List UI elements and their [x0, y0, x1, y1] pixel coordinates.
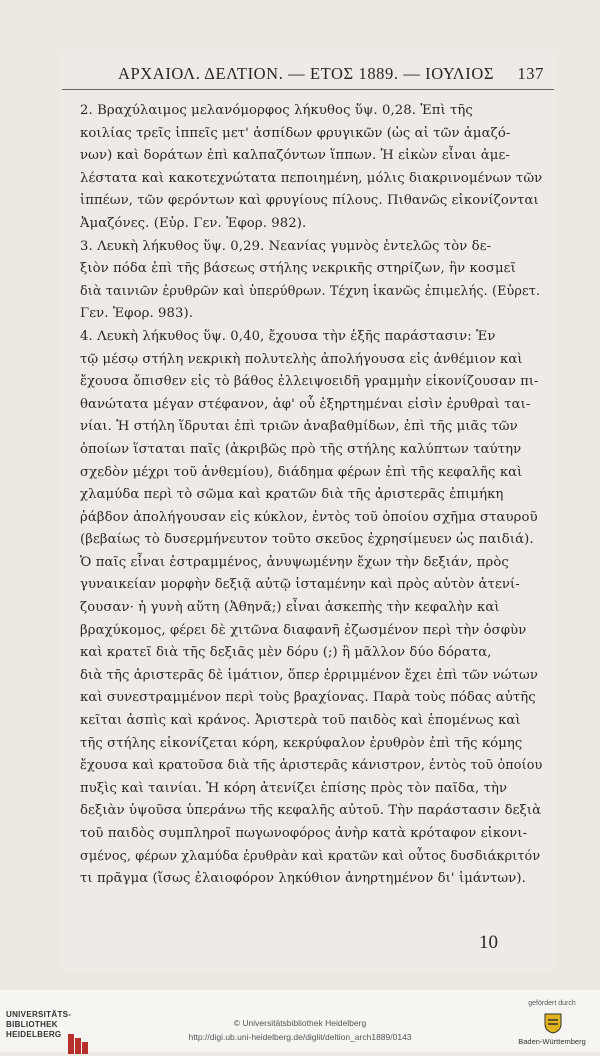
text-line: λέστατα καὶ κακοτεχνώτατα πεποιημένη, μόλις διακρινομένων τῶν	[80, 170, 542, 186]
sponsor-name: Baden-Württemberg	[518, 1037, 586, 1046]
text-line: ἔχουσα ὄπισθεν εἰς τὸ βάθος ἐλλειψοειδῆ γραμμὴν εἰκονίζουσαν πι-	[80, 374, 539, 390]
university-library-logo[interactable]	[6, 1010, 96, 1048]
footer-bar	[0, 990, 600, 1052]
source-url-link[interactable]: http://digi.ub.uni-heidelberg.de/diglit/deltion_arch1889/0143	[188, 1032, 412, 1042]
text-line: ζουσαν· ἡ γυνὴ αὕτη (Ἀθηνᾶ;) εἶναι ἀσκεπὴς τὴν κεφαλὴν καὶ	[80, 600, 500, 616]
text-line: κεῖται ἀσπὶς καὶ κράνος. Ἀριστερὰ τοῦ παιδὸς καὶ ἑπομένως καὶ	[80, 713, 521, 729]
text-line: τῷ μέσῳ στήλη νεκρικὴ πολυτελὴς ἀπολήγουσα εἰς ἀνθέμιον καὶ	[80, 351, 523, 367]
text-line: ἱππέων, τῶν φερόντων καὶ φρυγίους πίλους. Πιθανῶς εἰκονίζονται	[80, 193, 539, 209]
running-title: ΑΡΧΑΙΟΛ. ΔΕΛΤΙΟΝ. — ΕΤΟΣ 1889. — ΙΟΥΛΙΟΣ	[118, 64, 495, 83]
text-line: καὶ κρατεῖ διὰ τῆς δεξιᾶς μὲν δόρυ (;) ἢ μᾶλλον δύο δόρατα,	[80, 645, 492, 661]
running-header	[62, 64, 554, 86]
sponsor-logo[interactable]	[512, 1000, 592, 1046]
text-line: νίαι. Ἡ στήλη ἵδρυται ἐπὶ τριῶν ἀναβαθμίδων, ἐπὶ τῆς μιᾶς τῶν	[80, 419, 518, 435]
text-line: νων) καὶ δοράτων ἐπὶ καλπαζόντων ἵππων. Ἡ εἰκὼν εἶναι ἀμε-	[80, 148, 510, 164]
logo-line: BIBLIOTHEK	[6, 1020, 58, 1029]
text-line: καὶ συνεστραμμένον περὶ τοὺς βραχίονας. Παρὰ τοὺς πόδας αὐτῆς	[80, 690, 536, 706]
text-line: σμένος, φέρων χλαμύδα ἐρυθρὰν καὶ κρατῶν καὶ οὗτος δυσδιάκριτόν	[80, 848, 541, 864]
text-line: (βεβαίως τὸ δυσερμήνευτον τοῦτο σκεῦος ἐχρησίμευεν ὡς παιδιά).	[80, 532, 534, 548]
text-line: γυναικείαν μορφὴν δεξιᾷ αὐτῷ ἱσταμένην καὶ πρὸς αὐτὸν ἀτενί-	[80, 577, 520, 593]
signature-mark: 10	[479, 932, 498, 953]
scanned-page	[62, 50, 554, 972]
text-line: θανώτατα μέγαν στέφανον, ἀφ' οὗ ἐξηρτημέναι εἰσὶν ἐρυθραὶ ται-	[80, 396, 531, 412]
logo-line: HEIDELBERG	[6, 1030, 62, 1039]
sponsor-label: gefördert durch	[528, 1000, 576, 1007]
text-line: τοῦ παιδὸς συμπληροῖ πωγωνοφόρος ἀνὴρ κατὰ κρόταφον εἰκονι-	[80, 826, 528, 841]
text-line: ὁποίων ἵσταται παῖς (ἀκριβῶς πρὸ τῆς στήλης καλύπτων ταύτην	[80, 441, 522, 457]
logo-line: UNIVERSITÄTS-	[6, 1010, 72, 1019]
text-line: διὰ ταινιῶν ἐρυθρῶν καὶ ὑπερύθρων. Τέχνη ἱκανῶς ἐπιμελής. (Εὑρετ.	[80, 283, 541, 299]
text-line: ἔχουσα καὶ κρατοῦσα διὰ τῆς ἀριστερᾶς κάνιστρον, ἐντὸς τοῦ ὁποίου	[80, 758, 542, 774]
text-line: 2. Βραχύλαιμος μελανόμορφος λήκυθος ὕψ. 0,28. Ἐπὶ τῆς	[80, 103, 473, 118]
text-line: χλαμύδα περὶ τὸ σῶμα καὶ κρατῶν διὰ τῆς ἀριστερᾶς ἐπιμήκη	[80, 487, 504, 503]
text-line: Ἀμαζόνες. (Εὑρ. Γεν. Ἐφορ. 982).	[80, 215, 307, 231]
text-line: τῆς στήλης εἰκονίζεται κόρη, κεκρύφαλον ἐρυθρὸν ἐπὶ τῆς κόμης	[80, 735, 523, 751]
text-line: 3. Λευκὴ λήκυθος ὕψ. 0,29. Νεανίας γυμνὸς ἐντελῶς τὸν δε-	[80, 238, 492, 254]
copyright-text: © Universitätsbibliothek Heidelberg	[233, 1018, 367, 1028]
text-line: διὰ τῆς ἀριστερᾶς δὲ ἱμάτιον, ὅπερ ἐρριμμένον ἔχει ἐπὶ τῶν νώτων	[80, 667, 538, 683]
text-line: βραχύκομος, φέρει δὲ χιτῶνα διαφανῆ ἐζωσμένον περὶ τὴν ὀσφὺν	[80, 622, 527, 638]
coat-of-arms-icon	[543, 1012, 563, 1034]
text-line: δεξιὰν ὑψοῦσα ὑπεράνω τῆς κεφαλῆς αὐτοῦ. Τὴν παράστασιν δεξιὰ	[80, 803, 542, 819]
text-line: Γεν. Ἐφορ. 983).	[80, 306, 194, 322]
text-line: ῥάβδον ἀπολήγουσαν εἰς κύκλον, ἐντὸς τοῦ ὁποίου σχῆμα σταυροῦ	[80, 509, 538, 525]
body-text	[80, 100, 542, 891]
text-line: σχεδὸν μέχρι τοῦ ἀνθεμίου), διάδημα φέρων ἐπὶ τῆς κεφαλῆς καὶ	[80, 464, 523, 480]
page-number: 137	[517, 64, 544, 83]
text-line: 4. Λευκὴ λήκυθος ὕψ. 0,40, ἔχουσα τὴν ἑξῆς παράστασιν: Ἐν	[80, 328, 496, 344]
text-line: Ὁ παῖς εἶναι ἐστραμμένος, ἀνυψωμένην ἔχων τὴν δεξιάν, πρὸς	[80, 554, 509, 570]
text-line: τι πρᾶγμα (ἴσως ἐλαιοφόρον ληκύθιον ἀνηρτημένον δι' ἱμάντων).	[80, 871, 526, 887]
text-line: πυξὶς καὶ ταινίαι. Ἡ κόρη ἀτενίζει ἐπίσης πρὸς τὸν παῖδα, τὴν	[80, 780, 508, 796]
text-line: ξιὸν πόδα ἐπὶ τῆς βάσεως στήλης νεκρικῆς στηρίζων, ἣν κοσμεῖ	[80, 261, 516, 277]
header-rule	[62, 89, 554, 90]
text-line: κοιλίας τρεῖς ἱππεῖς μετ' ἀσπίδων φρυγικῶν (ὡς αἱ τῶν ἀμαζό-	[80, 125, 511, 141]
